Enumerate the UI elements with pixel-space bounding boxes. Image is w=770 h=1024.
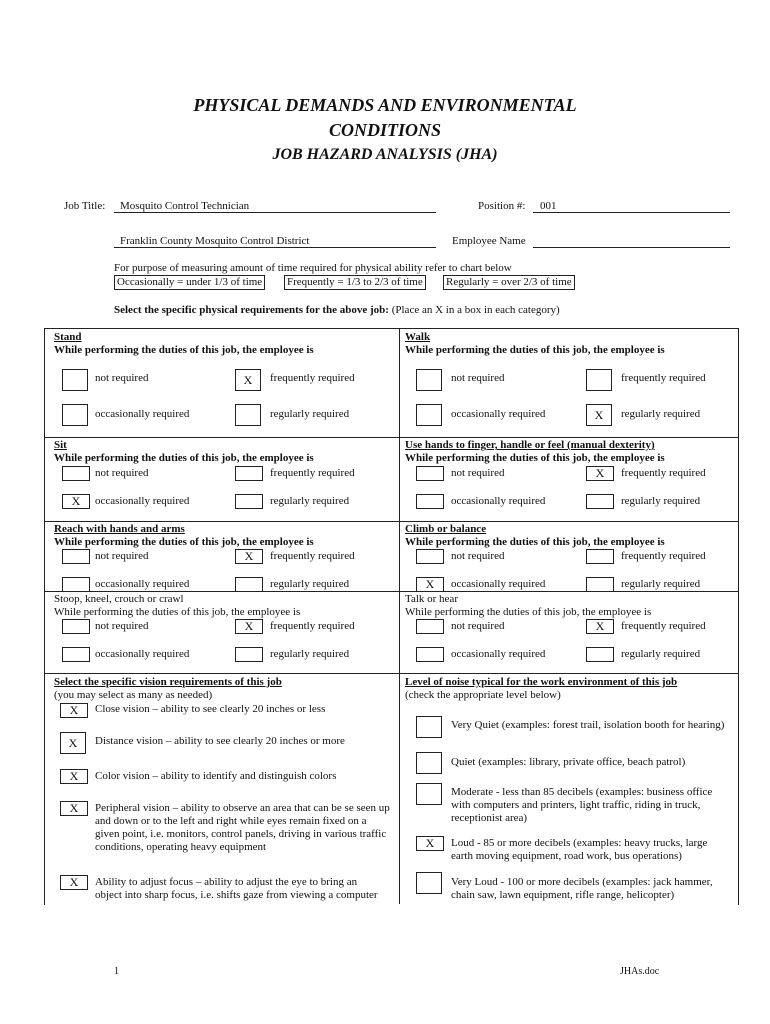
walk-not-required-label: not required	[451, 372, 505, 384]
vision-close-label: Close vision – ability to see clearly 20 inches or less	[95, 703, 326, 715]
noise-very-quiet-label: Very Quiet (examples: forest trail, isolation booth for hearing)	[451, 719, 725, 731]
hands-regularly-checkbox[interactable]	[586, 494, 614, 509]
climb-frequently-label: frequently required	[621, 550, 706, 562]
noise-loud-label: Loud - 85 or more decibels (examples: heavy trucks, large earth moving equipment, road work, bus operations)	[451, 837, 708, 862]
row-divider-1	[44, 437, 738, 438]
vision-distance-label: Distance vision – ability to see clearly 20 inches or more	[95, 735, 345, 747]
vision-subtitle: (you may select as many as needed)	[54, 689, 213, 701]
row-divider-3	[44, 591, 738, 592]
walk-occasionally-label: occasionally required	[451, 408, 546, 420]
talk-frequently-label: frequently required	[621, 620, 706, 632]
legend-occasionally: Occasionally = under 1/3 of time	[114, 275, 265, 290]
reach-occasionally-label: occasionally required	[95, 578, 190, 590]
vision-focus-label: Ability to adjust focus – ability to adjust the eye to bring an object into sharp focus, i.e. shifts gaze from viewing a computer	[95, 876, 378, 901]
row-divider-4	[44, 673, 738, 674]
stoop-occasionally-checkbox[interactable]	[62, 647, 90, 662]
stoop-regularly-label: regularly required	[270, 648, 350, 660]
stoop-regularly-checkbox[interactable]	[235, 647, 263, 662]
reach-title: Reach with hands and arms	[54, 523, 185, 535]
climb-duties: While performing the duties of this job, the employee is	[405, 536, 665, 548]
noise-subtitle: (check the appropriate level below)	[405, 689, 561, 701]
stand-not-required-label: not required	[95, 372, 149, 384]
stand-frequently-label: frequently required	[270, 372, 355, 384]
legend-frequently: Frequently = 1/3 to 2/3 of time	[284, 275, 426, 290]
noise-loud-checkbox[interactable]: X	[416, 836, 444, 851]
talk-occasionally-checkbox[interactable]	[416, 647, 444, 662]
stoop-duties: While performing the duties of this job, the employee is	[54, 606, 301, 618]
talk-duties: While performing the duties of this job, the employee is	[405, 606, 652, 618]
sit-regularly-checkbox[interactable]	[235, 494, 263, 509]
footer-page-number: 1	[114, 966, 119, 977]
district-underline	[114, 247, 436, 248]
hands-duties: While performing the duties of this job, the employee is	[405, 452, 665, 464]
walk-duties: While performing the duties of this job, the employee is	[405, 344, 665, 356]
vision-color-checkbox[interactable]: X	[60, 769, 88, 784]
walk-not-required-checkbox[interactable]	[416, 369, 442, 391]
talk-regularly-label: regularly required	[621, 648, 701, 660]
title-line-3: JOB HAZARD ANALYSIS (JHA)	[272, 146, 498, 163]
noise-very-quiet-checkbox[interactable]	[416, 716, 442, 738]
hands-occasionally-checkbox[interactable]	[416, 494, 444, 509]
hands-occasionally-label: occasionally required	[451, 495, 546, 507]
vision-peripheral-checkbox[interactable]: X	[60, 801, 88, 816]
sit-frequently-checkbox[interactable]	[235, 466, 263, 481]
job-title-underline	[114, 212, 436, 213]
hands-regularly-label: regularly required	[621, 495, 701, 507]
stand-regularly-checkbox[interactable]	[235, 404, 261, 426]
stand-occasionally-label: occasionally required	[95, 408, 190, 420]
instructions	[114, 304, 560, 316]
walk-frequently-checkbox[interactable]	[586, 369, 612, 391]
stoop-occasionally-label: occasionally required	[95, 648, 190, 660]
hands-title: Use hands to finger, handle or feel (manual dexterity)	[405, 439, 655, 451]
reach-occasionally-checkbox[interactable]	[62, 577, 90, 592]
sit-not-required-label: not required	[95, 467, 149, 479]
walk-occasionally-checkbox[interactable]	[416, 404, 442, 426]
sit-regularly-label: regularly required	[270, 495, 350, 507]
noise-moderate-label: Moderate - less than 85 decibels (examples: business office with computers and printers, light traffic, riding in truck, receptionist area)	[451, 786, 713, 824]
vision-color-label: Color vision – ability to identify and distinguish colors	[95, 770, 337, 782]
stoop-frequently-checkbox[interactable]: X	[235, 619, 263, 634]
climb-regularly-label: regularly required	[621, 578, 701, 590]
climb-frequently-checkbox[interactable]	[586, 549, 614, 564]
sit-occasionally-checkbox[interactable]: X	[62, 494, 90, 509]
hands-not-required-label: not required	[451, 467, 505, 479]
reach-not-required-label: not required	[95, 550, 149, 562]
job-title-value[interactable]: Mosquito Control Technician	[120, 200, 250, 212]
climb-occasionally-label: occasionally required	[451, 578, 546, 590]
sit-title: Sit	[54, 439, 67, 451]
climb-not-required-checkbox[interactable]	[416, 549, 444, 564]
talk-occasionally-label: occasionally required	[451, 648, 546, 660]
talk-not-required-checkbox[interactable]	[416, 619, 444, 634]
stand-not-required-checkbox[interactable]	[62, 369, 88, 391]
walk-regularly-checkbox[interactable]: X	[586, 404, 612, 426]
noise-moderate-checkbox[interactable]	[416, 783, 442, 805]
footer-filename: JHAs.doc	[620, 966, 660, 977]
reach-frequently-label: frequently required	[270, 550, 355, 562]
talk-frequently-checkbox[interactable]: X	[586, 619, 614, 634]
climb-occasionally-checkbox[interactable]: X	[416, 577, 444, 592]
walk-regularly-label: regularly required	[621, 408, 701, 420]
position-underline	[533, 212, 730, 213]
stand-duties: While performing the duties of this job, the employee is	[54, 344, 314, 356]
legend-regularly: Regularly = over 2/3 of time	[443, 275, 575, 290]
instructions-bold: Select the specific physical requirements for the above job:	[114, 304, 389, 316]
reach-duties: While performing the duties of this job, the employee is	[54, 536, 314, 548]
reach-not-required-checkbox[interactable]	[62, 549, 90, 564]
title-line-1: PHYSICAL DEMANDS AND ENVIRONMENTAL	[193, 95, 577, 115]
vision-peripheral-label: Peripheral vision – ability to observe an area that can be se seen up and down or to the left and right while eyes remain fixed on a given point, i.e. monitors, control panels, driving in various traffic conditions, operating heavy equipment	[95, 802, 390, 853]
position-value[interactable]: 001	[540, 200, 557, 212]
climb-title: Climb or balance	[405, 523, 487, 535]
job-title-label: Job Title:	[64, 200, 106, 212]
employee-name-label: Employee Name	[452, 235, 526, 247]
sit-frequently-label: frequently required	[270, 467, 355, 479]
walk-title: Walk	[405, 331, 431, 343]
sit-not-required-checkbox[interactable]	[62, 466, 90, 481]
hands-frequently-checkbox[interactable]: X	[586, 466, 614, 481]
position-label: Position #:	[478, 200, 526, 212]
time-note: For purpose of measuring amount of time required for physical ability refer to chart below	[114, 262, 512, 274]
reach-regularly-checkbox[interactable]	[235, 577, 263, 592]
reach-frequently-checkbox[interactable]: X	[235, 549, 263, 564]
vision-distance-checkbox[interactable]: X	[60, 732, 86, 754]
talk-title: Talk or hear	[405, 593, 458, 605]
noise-very-loud-checkbox[interactable]	[416, 872, 442, 894]
sit-duties: While performing the duties of this job, the employee is	[54, 452, 314, 464]
vision-close-checkbox[interactable]: X	[60, 703, 88, 718]
talk-regularly-checkbox[interactable]	[586, 647, 614, 662]
hands-frequently-label: frequently required	[621, 467, 706, 479]
district-value[interactable]: Franklin County Mosquito Control District	[120, 235, 310, 247]
hands-not-required-checkbox[interactable]	[416, 466, 444, 481]
title-line-2: CONDITIONS	[328, 120, 442, 140]
vision-focus-checkbox[interactable]: X	[60, 875, 88, 890]
stand-occasionally-checkbox[interactable]	[62, 404, 88, 426]
vision-title: Select the specific vision requirements of this job	[54, 676, 282, 688]
reach-regularly-label: regularly required	[270, 578, 350, 590]
column-divider	[399, 328, 400, 904]
instructions-normal: (Place an X in a box in each category)	[388, 304, 560, 316]
stoop-title: Stoop, kneel, crouch or crawl	[54, 593, 184, 605]
stand-title: Stand	[54, 331, 82, 343]
noise-quiet-label: Quiet (examples: library, private office, beach patrol)	[451, 756, 686, 768]
stoop-not-required-label: not required	[95, 620, 149, 632]
climb-regularly-checkbox[interactable]	[586, 577, 614, 592]
walk-frequently-label: frequently required	[621, 372, 706, 384]
talk-not-required-label: not required	[451, 620, 505, 632]
stoop-frequently-label: frequently required	[270, 620, 355, 632]
stand-regularly-label: regularly required	[270, 408, 350, 420]
employee-name-underline	[533, 247, 730, 248]
noise-quiet-checkbox[interactable]	[416, 752, 442, 774]
stoop-not-required-checkbox[interactable]	[62, 619, 90, 634]
stand-frequently-checkbox[interactable]: X	[235, 369, 261, 391]
noise-title: Level of noise typical for the work environment of this job	[405, 676, 678, 688]
sit-occasionally-label: occasionally required	[95, 495, 190, 507]
climb-not-required-label: not required	[451, 550, 505, 562]
noise-very-loud-label: Very Loud - 100 or more decibels (examples: jack hammer, chain saw, lawn equipment, rifle range, helicopter)	[451, 876, 713, 901]
row-divider-2	[44, 521, 738, 522]
